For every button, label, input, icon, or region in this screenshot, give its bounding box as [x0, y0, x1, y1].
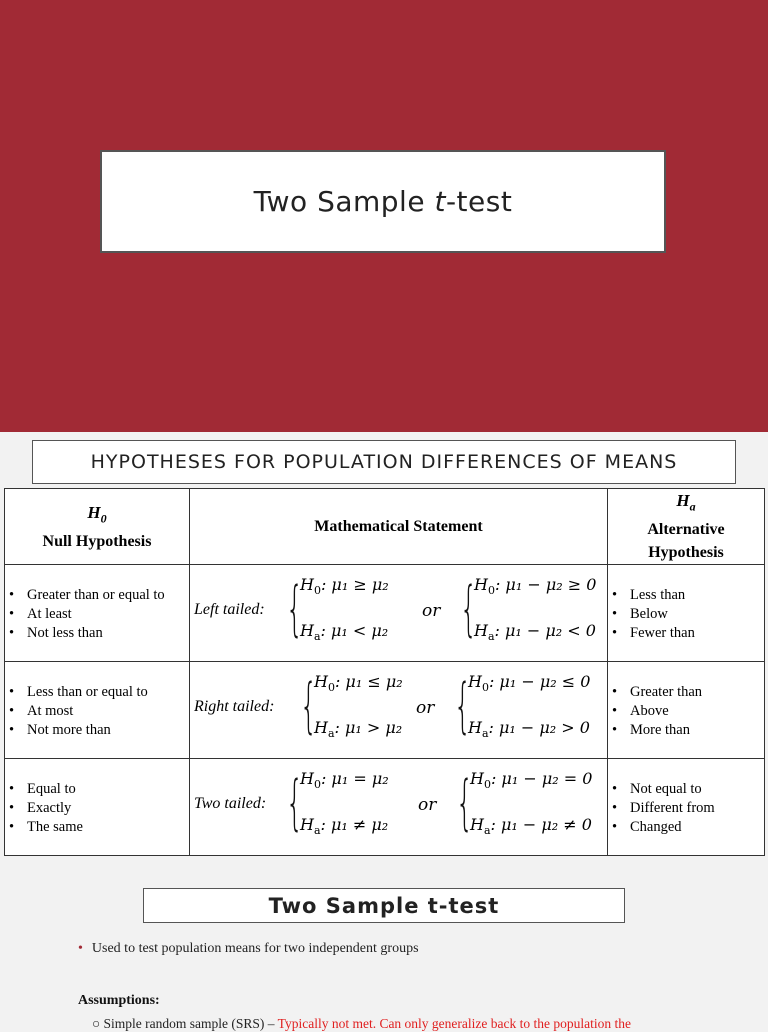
- tail-label: Right tailed:: [194, 698, 275, 716]
- table-row: [5, 565, 765, 662]
- brace-icon: {: [286, 574, 304, 645]
- alt-hypothesis-cell: [608, 662, 765, 759]
- equation: $H_a$: μ₁ < μ₂: [300, 621, 389, 644]
- list-item: • Not equal to: [612, 780, 762, 799]
- list-item: • Not less than: [9, 624, 187, 643]
- list-item: • At most: [9, 702, 187, 721]
- list-item: • Equal to: [9, 780, 187, 799]
- list-item: • Below: [612, 605, 762, 624]
- equation: $H_a$: μ₁ − μ₂ > 0: [468, 718, 590, 741]
- list-item: • At least: [9, 605, 187, 624]
- hypotheses-title-box: [32, 440, 736, 484]
- list-item: • Less than or equal to: [9, 683, 187, 702]
- t-test-title: Two Sample t-test: [268, 893, 500, 918]
- list-item: • The same: [9, 818, 187, 837]
- equation: $H_0$: μ₁ ≥ μ₂: [300, 575, 389, 598]
- slide-title: Two Sample t-test: [253, 185, 513, 218]
- null-hypothesis-cell: [5, 662, 190, 759]
- list-item: • Changed: [612, 818, 762, 837]
- title-slide: [0, 0, 768, 432]
- list-item: • More than: [612, 721, 762, 740]
- or-label: or: [422, 601, 441, 622]
- list-item: ○ Simple random sample (SRS) – Typically not met. Can only generalize back to the population the: [92, 1016, 631, 1031]
- null-hypothesis-cell: [5, 759, 190, 856]
- list-item: • Less than: [612, 586, 762, 605]
- alt-hypothesis-cell: [608, 565, 765, 662]
- tail-label: Two tailed:: [194, 795, 267, 813]
- equation: $H_0$: μ₁ ≤ μ₂: [314, 672, 403, 695]
- tail-label: Left tailed:: [194, 601, 265, 619]
- assumptions-heading: Assumptions:: [78, 993, 160, 1008]
- list-item: • Exactly: [9, 799, 187, 818]
- equation: $H_0$: μ₁ − μ₂ ≥ 0: [474, 575, 597, 598]
- list-item: • Different from: [612, 799, 762, 818]
- equation: $H_a$: μ₁ > μ₂: [314, 718, 403, 741]
- brace-icon: {: [300, 671, 318, 742]
- list-item: • Not more than: [9, 721, 187, 740]
- brace-icon: {: [456, 768, 474, 839]
- table-header-row: [5, 489, 765, 565]
- or-label: or: [418, 795, 437, 816]
- or-label: or: [416, 698, 435, 719]
- list-item: • Used to test population means for two independent groups: [78, 941, 419, 956]
- null-header: $H_0$ Null Hypothesis: [5, 489, 190, 565]
- statement-header: Mathematical Statement: [190, 489, 608, 565]
- equation: $H_a$: μ₁ − μ₂ ≠ 0: [470, 815, 592, 838]
- statement-cell: [190, 662, 608, 759]
- list-item: • Above: [612, 702, 762, 721]
- title-box: [100, 150, 666, 253]
- brace-icon: {: [454, 671, 472, 742]
- list-item: • Greater than or equal to: [9, 586, 187, 605]
- statement-cell: [190, 565, 608, 662]
- null-hypothesis-cell: [5, 565, 190, 662]
- equation: $H_0$: μ₁ − μ₂ ≤ 0: [468, 672, 591, 695]
- alt-hypothesis-cell: [608, 759, 765, 856]
- equation: $H_0$: μ₁ − μ₂ = 0: [470, 769, 593, 792]
- list-item: • Fewer than: [612, 624, 762, 643]
- equation: $H_a$: μ₁ ≠ μ₂: [300, 815, 389, 838]
- brace-icon: {: [460, 574, 478, 645]
- t-test-title-box: [143, 888, 625, 923]
- table-row: [5, 662, 765, 759]
- hypotheses-title: HYPOTHESES FOR POPULATION DIFFERENCES OF MEANS: [90, 451, 678, 473]
- alt-header: $H_a$ Alternative Hypothesis: [608, 489, 765, 565]
- equation: $H_a$: μ₁ − μ₂ < 0: [474, 621, 596, 644]
- equation: $H_0$: μ₁ = μ₂: [300, 769, 389, 792]
- list-item: • Greater than: [612, 683, 762, 702]
- statement-cell: [190, 759, 608, 856]
- hypotheses-table: [4, 488, 765, 856]
- brace-icon: {: [286, 768, 304, 839]
- table-row: [5, 759, 765, 856]
